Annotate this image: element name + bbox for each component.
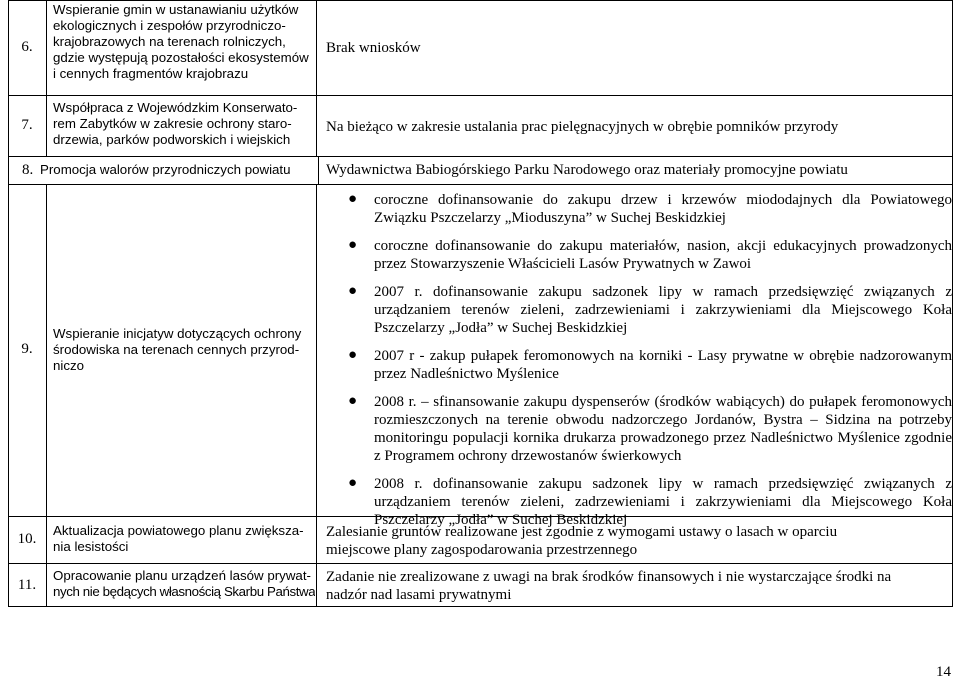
bullet-icon: ● <box>348 393 358 409</box>
list-item-text: 2007 r - zakup pułapek feromonowych na korniki - Lasy prywatne w obrębie nadzorowanym przez Nadleśnictwo Myślenice <box>374 348 952 382</box>
page-number: 14 <box>936 664 951 680</box>
list-item <box>324 283 952 337</box>
list-item-text: 2008 r. – sfinansowanie zakupu dyspenserów (środków wabiących) do pułapek feromonowych rozmieszczonych na terenie obwodu nadzorczego Jordanów, Bystra – Sidzina na potrzeby monitoringu populacji kornika drukarza prowadzonego przez Nadleśnictwo Myślenice zgodnie z Programem ochrony drzewostanów świerkowych <box>374 394 952 464</box>
row-8-description: Wydawnictwa Babiogórskiego Parku Narodowego oraz materiały promocyjne powiatu <box>326 162 848 178</box>
list-item <box>324 393 952 465</box>
row-6-title-line: ekologicznych i zespołów przyrodniczo- <box>53 18 286 33</box>
row-6-bottom-line <box>8 95 952 96</box>
row-8-bottom-line <box>8 184 952 185</box>
table-border-bottom <box>8 606 952 607</box>
row-7-bottom-line <box>8 156 952 157</box>
row-11-title <box>53 568 315 600</box>
list-item <box>324 237 952 273</box>
row-11-title-line: nych nie będących własnością Skarbu Państwa <box>53 584 315 599</box>
list-item <box>324 475 952 529</box>
row-6-title-line: gdzie występują pozostałości ekosystemów <box>53 50 309 65</box>
table-border-left <box>8 0 9 607</box>
row-11-number: 11. <box>17 577 37 593</box>
row-9-activities-list <box>324 191 952 529</box>
row-10-description-line: miejscowe plany zagospodarowania przestrzennego <box>326 542 638 558</box>
col-divider-title-bottom <box>316 184 317 607</box>
row-8-title: Promocja walorów przyrodniczych powiatu <box>40 162 291 177</box>
row-10-title <box>53 523 315 555</box>
list-item-text: 2007 r. dofinansowanie zakupu sadzonek lipy w ramach przedsięwzięć związanych z urządzaniem terenów zieleni, zadrzewieniami i zakrzywieniami dla Miejscowego Koła Pszczelarzy „Jodła” w Suchej Beskidzkiej <box>374 284 952 336</box>
col-divider-title-top <box>316 0 317 157</box>
row-6-number: 6. <box>21 39 33 55</box>
bullet-icon: ● <box>348 283 358 299</box>
row-11-title-line: Opracowanie planu urządzeń lasów prywat- <box>53 568 311 583</box>
row-10-title-line: nia lesistości <box>53 539 129 554</box>
row-6-description: Brak wniosków <box>326 40 421 56</box>
row-9-title-line: środowiska na terenach cennych przyrod- <box>53 342 300 357</box>
row-9-number: 9. <box>21 341 33 357</box>
bullet-icon: ● <box>348 237 358 253</box>
row-7-description: Na bieżąco w zakresie ustalania prac pielęgnacyjnych w obrębie pomników przyrody <box>326 119 839 135</box>
row-7-number: 7. <box>21 117 33 133</box>
row-9-title-line: Wspieranie inicjatyw dotyczących ochrony <box>53 326 302 341</box>
row-11-description-line: Zadanie nie zrealizowane z uwagi na brak środków finansowych i nie wystarczające środki na <box>326 569 892 585</box>
row-11-description-line: nadzór nad lasami prywatnymi <box>326 587 512 603</box>
list-item <box>324 347 952 383</box>
table-border-top <box>8 0 952 1</box>
row-10-description <box>326 523 950 559</box>
row-7-title-line: Współpraca z Wojewódzkim Konserwato- <box>53 100 298 115</box>
row-7-title <box>53 100 315 148</box>
col-divider-number-bottom <box>46 184 47 607</box>
row-6-title-line: Wspieranie gmin w ustanawianiu użytków <box>53 2 299 17</box>
list-item-text: 2008 r. dofinansowanie zakupu sadzonek lipy w ramach przedsięwzięć związanych z urządzaniem terenów zieleni, zadrzewieniami i zakrzywieniami dla Miejscowego Koła Pszczelarzy „Jodła” w Suchej Beskidzkiej <box>374 476 952 528</box>
list-item-text: coroczne dofinansowanie do zakupu drzew i krzewów miododajnych dla Powiatowego Związku Pszczelarzy „Mioduszyna” w Suchej Beskidzkiej <box>374 192 952 226</box>
row-10-bottom-line <box>8 563 952 564</box>
row-6-title <box>53 2 315 82</box>
row-9-title <box>53 326 315 374</box>
row-10-number: 10. <box>17 531 37 547</box>
list-item-text: coroczne dofinansowanie do zakupu materiałów, nasion, akcji edukacyjnych prowadzonych przez Stowarzyszenie Właścicieli Lasów Prywatnych w Zawoi <box>374 238 952 272</box>
row-11-description <box>326 568 950 604</box>
list-item <box>324 191 952 227</box>
col-divider-title-row8 <box>318 157 319 184</box>
row-6-title-line: i cennych fragmentów krajobrazu <box>53 66 249 81</box>
row-10-title-line: Aktualizacja powiatowego planu zwiększa- <box>53 523 304 538</box>
row-9-title-line: niczo <box>53 358 85 373</box>
col-divider-number-top <box>46 0 47 157</box>
row-6-title-line: krajobrazowych na terenach rolniczych, <box>53 34 286 49</box>
row-10-description-line: Zalesianie gruntów realizowane jest zgodnie z wymogami ustawy o lasach w oparciu <box>326 524 838 540</box>
row-7-title-line: drzewia, parków podworskich i wiejskich <box>53 132 291 147</box>
bullet-icon: ● <box>348 347 358 363</box>
row-7-title-line: rem Zabytków w zakresie ochrony staro- <box>53 116 292 131</box>
bullet-icon: ● <box>348 191 358 207</box>
table-border-right <box>952 0 953 607</box>
row-8-number: 8. <box>22 162 34 178</box>
bullet-icon: ● <box>348 475 358 491</box>
